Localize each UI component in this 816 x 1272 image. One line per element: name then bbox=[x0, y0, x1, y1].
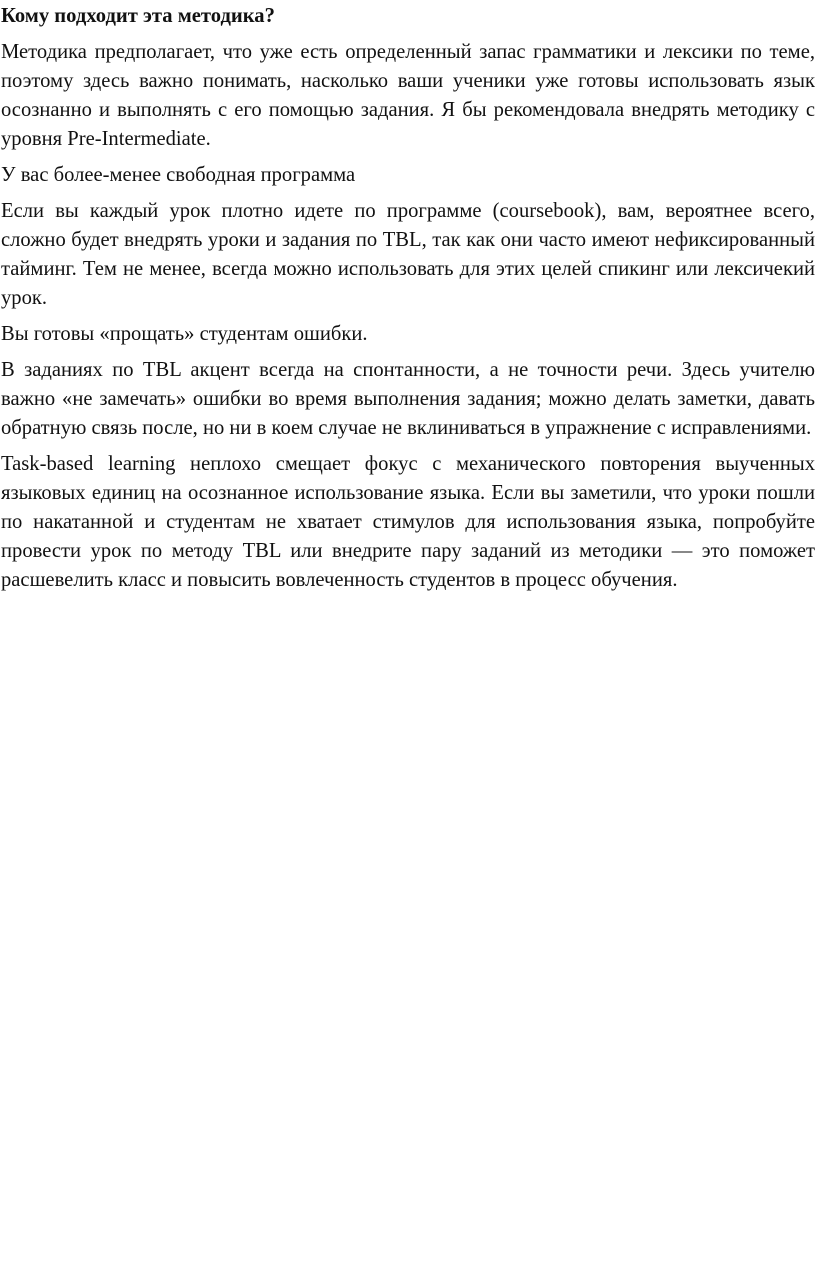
paragraph-forgive-errors: Вы готовы «прощать» студентам ошибки. bbox=[1, 323, 368, 345]
document-heading: Кому подходит эта методика? bbox=[1, 5, 275, 27]
paragraph-conclusion: Task-based learning неплохо смещает фокус с механического повторения выученных языковых единиц на осознанное использование языка. Если вы заметили, что уроки пошли по накатанной и студентам не хватает стимулов для использования языка, попробуйте провести урок по методу TBL или внедрите пару заданий из методики — это поможет расшевелить класс и повысить вовлеченность студентов в процесс обучения. bbox=[1, 453, 815, 591]
paragraph-spontaneity: В заданиях по TBL акцент всегда на спонтанности, а не точности речи. Здесь учителю важно «не замечать» ошибки во время выполнения задания; можно делать заметки, давать обратную связь после, но ни в коем случае не вклиниваться в упражнение с исправлениями. bbox=[1, 359, 815, 439]
paragraph-coursebook: Если вы каждый урок плотно идете по программе (coursebook), вам, вероятнее всего, сложно будет внедрять уроки и задания по TBL, так как они часто имеют нефиксированный тайминг. Тем не менее, всегда можно использовать для этих целей спикинг или лексичекий урок. bbox=[1, 200, 815, 309]
document-page bbox=[0, 0, 816, 602]
paragraph-free-program: У вас более-менее свободная программа bbox=[1, 164, 356, 186]
paragraph-intro: Методика предполагает, что уже есть определенный запас грамматики и лексики по теме, поэтому здесь важно понимать, насколько ваши ученики уже готовы использовать язык осознанно и выполнять с его помощью задания. Я бы рекомендовала внедрять методику с уровня Pre-Intermediate. bbox=[1, 41, 815, 150]
